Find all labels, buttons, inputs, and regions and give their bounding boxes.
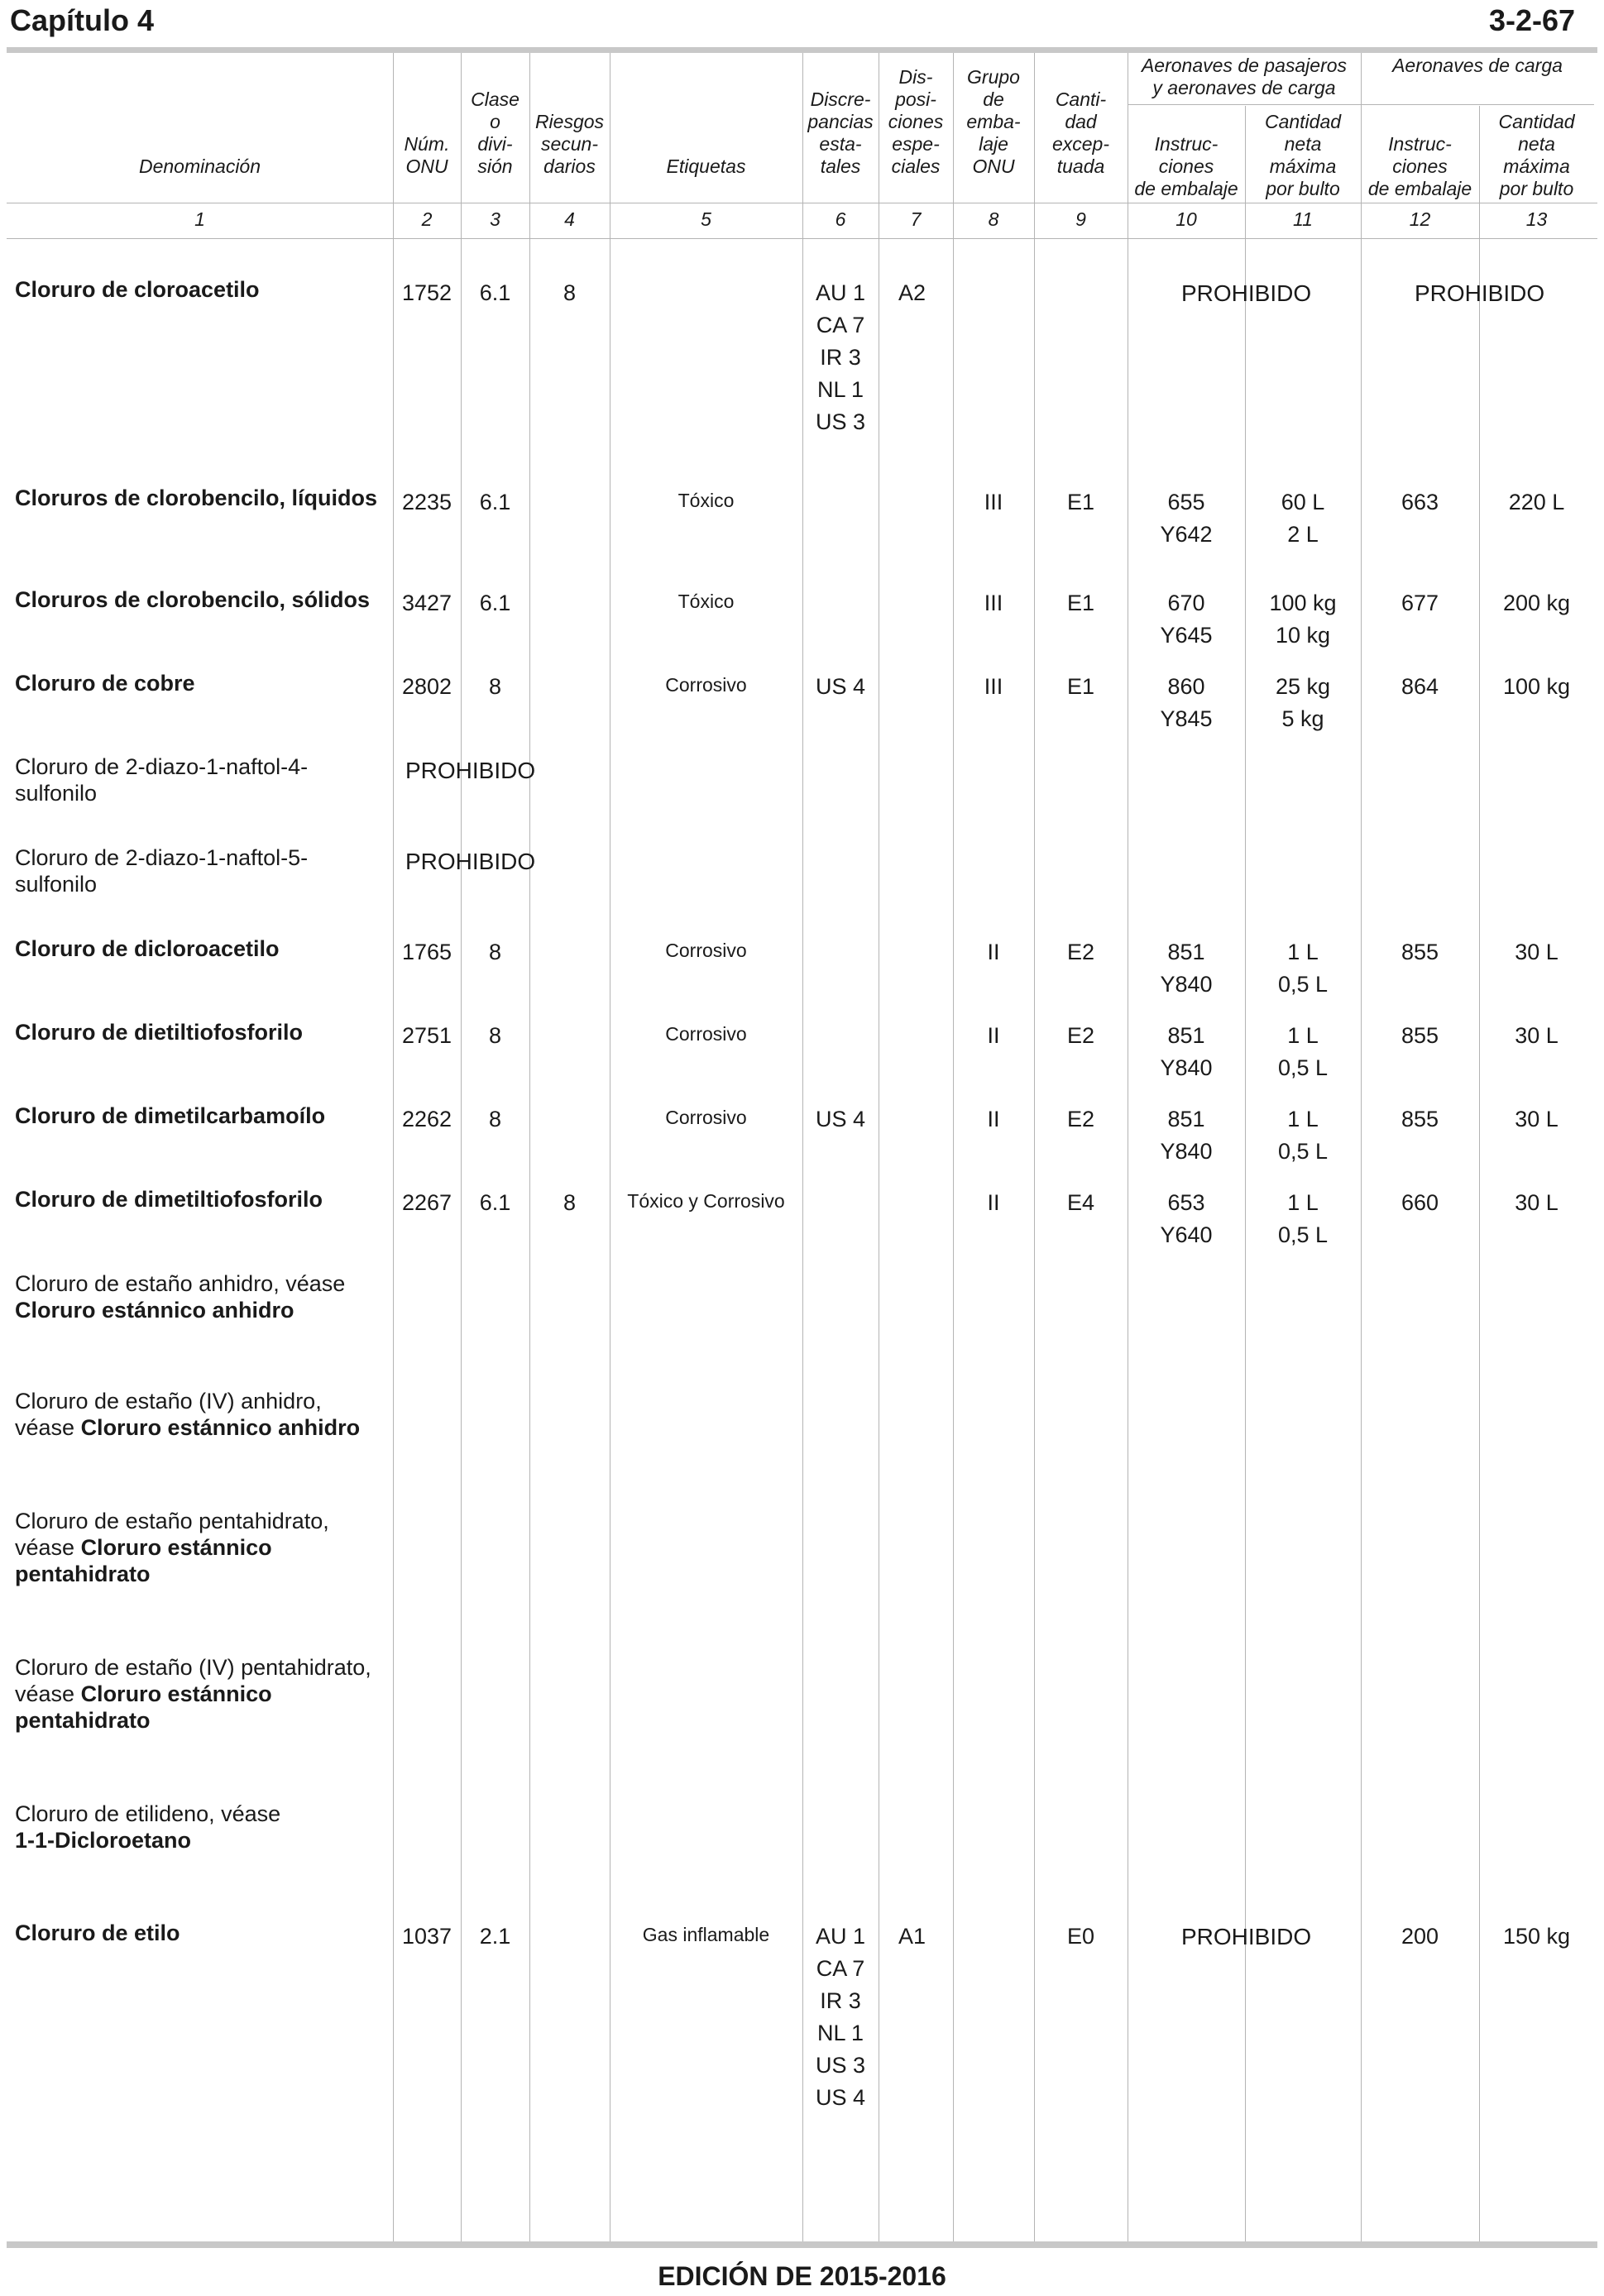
column-number: 2 [421,208,433,230]
column-number: 3 [490,208,500,230]
header-denominacion: Denominación [138,155,261,177]
top-rule [7,47,1597,53]
subsidiary-risk: 8 [563,1190,577,1215]
class-division: 6.1 [479,490,511,514]
pax-packing-instruction: 851 Y840 [1160,940,1213,997]
header-aeronaves-carga: Aeronaves de carga [1392,55,1563,76]
state-variations: US 4 [815,1107,866,1131]
un-number: 2267 [401,1190,452,1215]
hazard-label: Tóxico [678,591,735,612]
header-cantidad-neta-pax: Cantidad neta máxima por bulto [1264,111,1342,199]
cao-max-net-quantity: 30 L [1515,1023,1559,1048]
cao-max-net-quantity: 220 L [1508,490,1565,514]
packing-group: III [984,490,1003,514]
state-variations: US 4 [815,674,866,699]
class-division: 6.1 [479,591,511,615]
header-aeronaves-pasajeros: Aeronaves de pasajeros y aeronaves de carga [1141,55,1348,98]
cao-max-net-quantity: 150 kg [1502,1924,1571,1949]
cross-reference: Cloruro de etilideno, véase 1-1-Dicloroetano [15,1801,281,1853]
column-number: 12 [1409,208,1431,230]
hazard-label: Tóxico [678,490,735,511]
forbidden-passenger: PROHIBIDO [1181,1924,1312,1949]
substance-name: Cloruro de dimetiltiofosforilo [15,1187,323,1212]
substance-name: Cloruro de dimetilcarbamoílo [15,1103,326,1128]
column-divider [953,53,954,2241]
un-number: 2235 [401,490,452,514]
header-disposiciones: Dis- posi- ciones espe- ciales [888,66,944,177]
cross-reference: Cloruro de estaño anhidro, véase Cloruro estánnico anhidro [15,1271,346,1323]
header-divider [7,238,1597,239]
cross-reference: Cloruro de estaño (IV) pentahidrato, véase Cloruro estánnico pentahidrato [15,1655,371,1733]
cao-packing-instruction: 855 [1401,1023,1439,1048]
column-number: 8 [988,208,999,230]
column-divider [1034,53,1035,2241]
cao-max-net-quantity: 100 kg [1502,674,1571,699]
cao-packing-instruction: 663 [1401,490,1439,514]
class-division: 6.1 [479,1190,511,1215]
header-grupo: Grupo de emba- laje ONU [966,66,1021,177]
cao-packing-instruction: 660 [1401,1190,1439,1215]
chapter-title: Capítulo 4 [10,3,155,37]
special-provisions: A1 [898,1924,926,1949]
pax-packing-instruction: 653 Y640 [1160,1190,1213,1247]
pax-packing-instruction: 860 Y845 [1160,674,1213,731]
pax-max-net-quantity: 25 kg 5 kg [1275,674,1331,731]
excepted-quantity: E4 [1066,1190,1095,1215]
header-discrepancias: Discre- pancias esta- tales [807,88,874,177]
excepted-quantity: E2 [1066,1107,1095,1131]
cross-reference: Cloruro de estaño (IV) anhidro, véase Cloruro estánnico anhidro [15,1389,361,1440]
packing-group: III [984,591,1003,615]
column-number: 4 [564,208,575,230]
packing-group: II [987,1190,1000,1215]
column-number: 10 [1175,208,1197,230]
column-divider [393,53,394,2241]
cao-max-net-quantity: 30 L [1515,940,1559,964]
column-divider [461,53,462,2241]
column-number: 7 [910,208,922,230]
cao-max-net-quantity: 200 kg [1502,591,1571,615]
packing-group: II [987,940,1000,964]
un-number: 2751 [401,1023,452,1048]
cao-packing-instruction: 200 [1401,1924,1439,1949]
un-number: 3427 [401,591,452,615]
hazard-label: Gas inflamable [642,1924,770,1945]
cao-packing-instruction: 864 [1401,674,1439,699]
substance-name: Cloruro de etilo [15,1921,180,1945]
column-divider [529,53,530,2241]
class-division: 2.1 [479,1924,511,1949]
pax-packing-instruction: 851 Y840 [1160,1023,1213,1080]
header-clase: Clase o divi- sión [471,88,520,177]
excepted-quantity: E1 [1066,591,1095,615]
un-number: 2802 [401,674,452,699]
substance-name: Cloruro de dietiltiofosforilo [15,1020,303,1045]
pax-max-net-quantity: 1 L 0,5 L [1277,940,1329,997]
un-number: 1765 [401,940,452,964]
cross-reference: Cloruro de estaño pentahidrato, véase Cloruro estánnico pentahidrato [15,1509,329,1586]
class-division: 8 [488,674,502,699]
state-variations: AU 1 CA 7 IR 3 NL 1 US 3 [815,280,866,434]
forbidden-entry: PROHIBIDO [405,849,536,874]
column-number: 5 [701,208,711,230]
excepted-quantity: E2 [1066,940,1095,964]
column-number: 13 [1525,208,1548,230]
forbidden-entry: PROHIBIDO [405,758,536,783]
page-number: 3-2-67 [1488,3,1575,37]
pax-packing-instruction: 655 Y642 [1160,490,1213,547]
subsidiary-risk: 8 [563,280,577,305]
class-division: 8 [488,1107,502,1131]
excepted-quantity: E1 [1066,674,1095,699]
substance-name: Cloruro de cloroacetilo [15,277,260,302]
column-number: 9 [1075,208,1086,230]
hazard-label: Corrosivo [665,1023,747,1045]
header-riesgos: Riesgos secun- darios [534,111,605,177]
substance-name: Cloruro de cobre [15,671,195,696]
hazard-label: Corrosivo [665,1107,747,1128]
pax-packing-instruction: 851 Y840 [1160,1107,1213,1164]
packing-group: II [987,1023,1000,1048]
edition-footer: EDICIÓN DE 2015-2016 [658,2261,946,2291]
header-num-onu: Núm. ONU [404,133,450,177]
packing-group: II [987,1107,1000,1131]
column-number: 6 [835,208,846,230]
cao-max-net-quantity: 30 L [1515,1107,1559,1131]
class-division: 8 [488,940,502,964]
forbidden-passenger: PROHIBIDO [1181,280,1312,306]
header-etiquetas: Etiquetas [666,155,746,177]
substance-name: Cloruro de dicloroacetilo [15,936,280,961]
substance-name: Cloruros de clorobencilo, líquidos [15,486,378,510]
cao-packing-instruction: 677 [1401,591,1439,615]
header-instrucciones-cao: Instruc- ciones de embalaje [1367,133,1472,199]
column-divider [1361,53,1362,2241]
header-cantidad: Canti- dad excep- tuada [1051,88,1110,177]
pax-max-net-quantity: 1 L 0,5 L [1277,1190,1329,1247]
cao-packing-instruction: 855 [1401,1107,1439,1131]
class-division: 6.1 [479,280,511,305]
pax-max-net-quantity: 100 kg 10 kg [1269,591,1337,648]
un-number: 1752 [401,280,452,305]
hazard-label: Corrosivo [665,674,747,696]
pax-max-net-quantity: 60 L 2 L [1281,490,1325,547]
cao-packing-instruction: 855 [1401,940,1439,964]
bottom-rule [7,2241,1597,2248]
header-instrucciones-pax: Instruc- ciones de embalaje [1134,133,1238,199]
pax-max-net-quantity: 1 L 0,5 L [1277,1023,1329,1080]
page-header [0,0,1604,45]
substance-name: Cloruro de 2-diazo-1-naftol-5- sulfonilo [15,845,309,897]
column-number: 11 [1293,208,1313,230]
packing-group: III [984,674,1003,699]
excepted-quantity: E2 [1066,1023,1095,1048]
column-number: 1 [194,208,205,230]
excepted-quantity: E1 [1066,490,1095,514]
group-divider [1128,104,1594,105]
substance-name: Cloruros de clorobencilo, sólidos [15,587,371,612]
excepted-quantity: E0 [1066,1924,1095,1949]
un-number: 1037 [401,1924,452,1949]
class-division: 8 [488,1023,502,1048]
substance-name: Cloruro de 2-diazo-1-naftol-4- sulfonilo [15,754,309,806]
un-number: 2262 [401,1107,452,1131]
header-cantidad-neta-cao: Cantidad neta máxima por bulto [1498,111,1575,199]
forbidden-cargo: PROHIBIDO [1415,280,1545,306]
cao-max-net-quantity: 30 L [1515,1190,1559,1215]
special-provisions: A2 [898,280,926,305]
pax-packing-instruction: 670 Y645 [1160,591,1213,648]
hazard-label: Tóxico y Corrosivo [627,1190,785,1212]
hazard-label: Corrosivo [665,940,747,961]
pax-max-net-quantity: 1 L 0,5 L [1277,1107,1329,1164]
state-variations: AU 1 CA 7 IR 3 NL 1 US 3 US 4 [815,1924,866,2110]
